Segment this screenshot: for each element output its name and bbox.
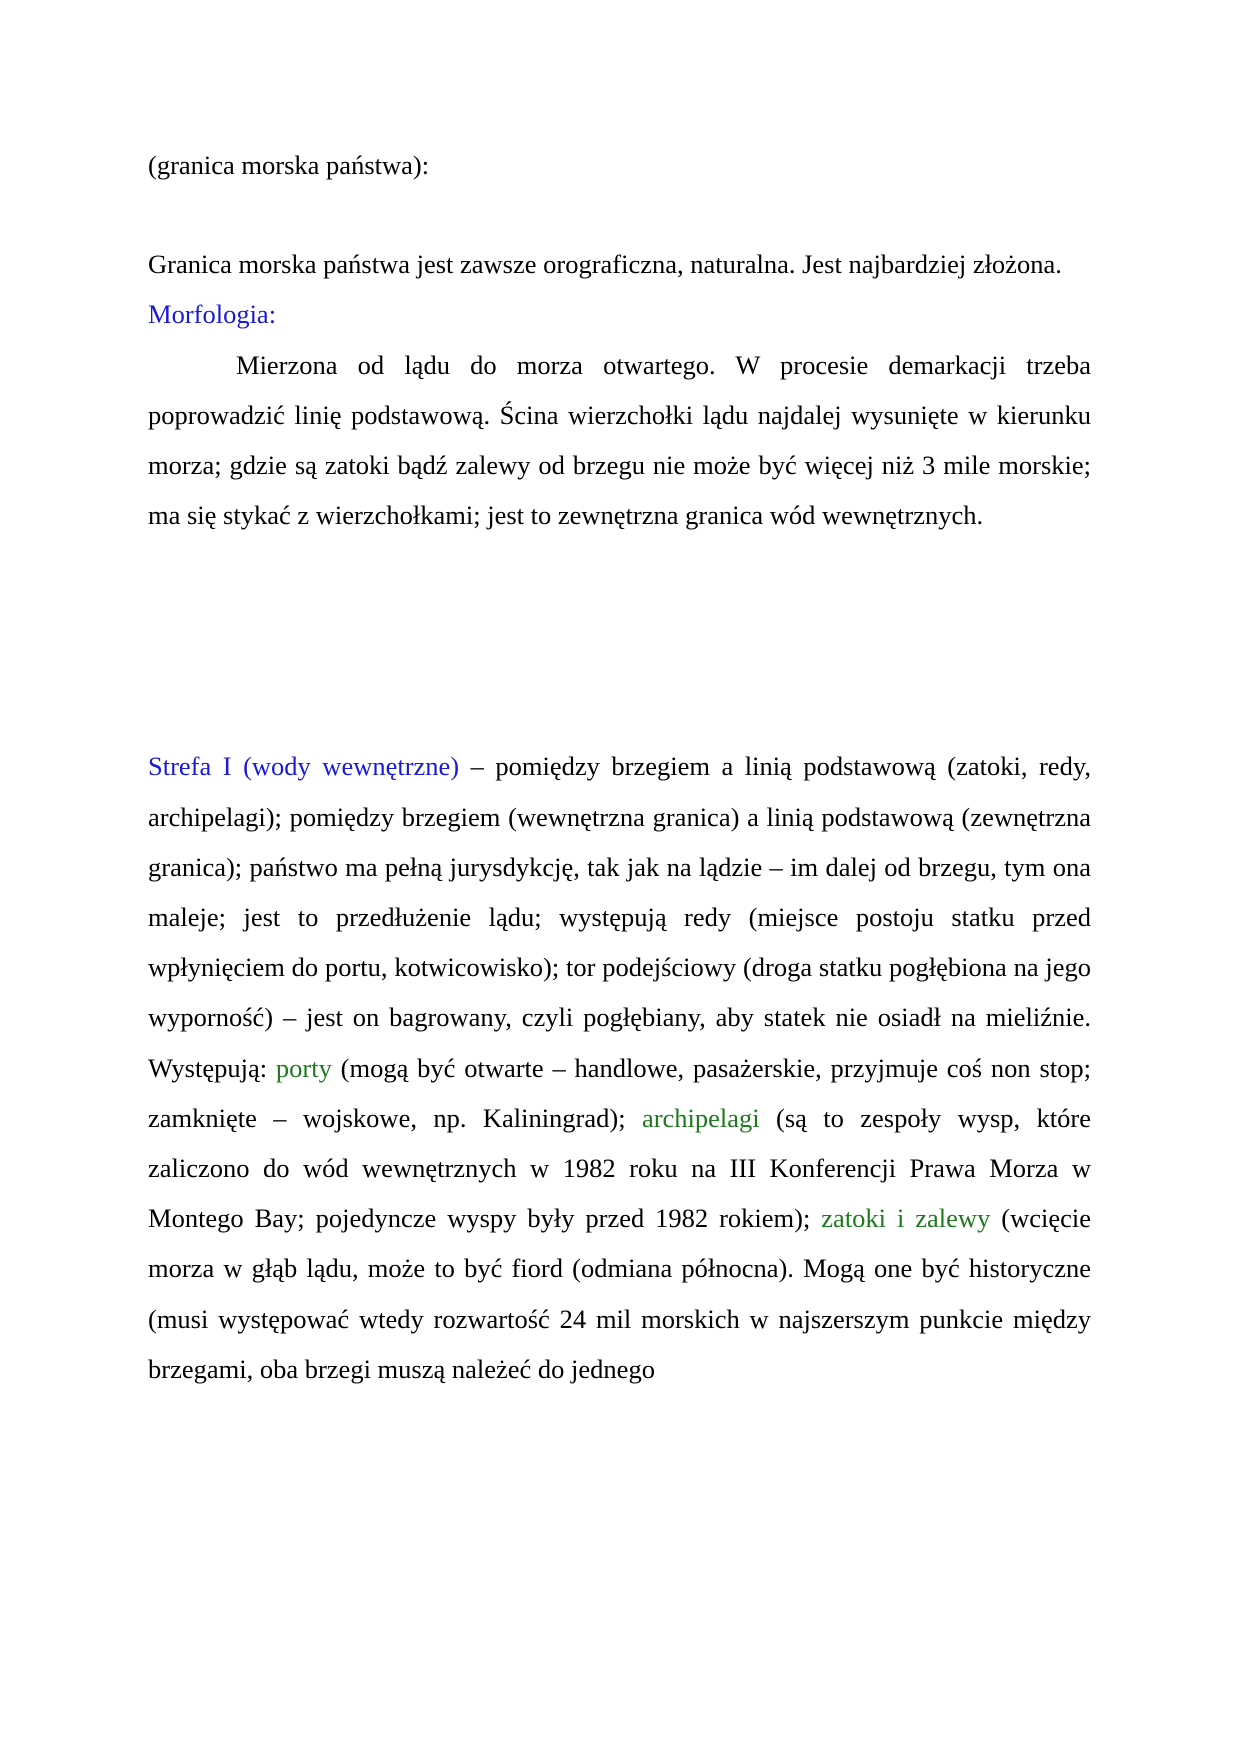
strefa-paragraph [148, 741, 1091, 1394]
term-archipelagi: archipelagi [641, 1102, 760, 1133]
morfologia-paragraph: Mierzona od lądu do morza otwartego. W procesie demarkacji trzeba poprowadzić linię podstawową. Ścina wierzchołki lądu najdalej wysunięte w kierunku morza; gdzie są zatoki bądź zalewy od brzegu nie może być więcej niż 3 mile morskie; ma się stykać z wierzchołkami; jest to zewnętrzna granica wód wewnętrznych. [148, 349, 1091, 531]
document-page [148, 140, 1091, 1394]
strefa-text-4: (wcięcie morza w głąb lądu, może to być fiord (odmiana północna). Mogą one być historyczne (musi występować wtedy rozwartość 24 mil morskich w najszerszym punkcie między brzegami, oba brzegi muszą należeć do jednego [148, 1203, 1091, 1384]
strefa-text-1: – pomiędzy brzegiem a linią podstawową (zatoki, redy, archipelagi); pomiędzy brzegiem (wewnętrzna granica) a linią podstawową (zewnętrzna granica); państwo ma pełną jurysdykcję, tak jak na lądzie – im dalej od brzegu, tym ona maleje; jest to przedłużenie lądu; występują redy (miejsce postoju statku przed wpłynięciem do portu, kotwicowisko); tor podejściowy (droga statku pogłębiona na jego wyporność) – jest on bagrowany, czyli pogłębiany, aby statek nie osiadł na mieliźnie. Występują: [148, 751, 1091, 1083]
strefa-label: Strefa I (wody wewnętrzne) [148, 751, 460, 782]
morfologia-heading: Morfologia: [148, 299, 277, 330]
strefa-text-2: (mogą być otwarte – handlowe, pasażerskie, przyjmuje coś non stop; zamknięte – wojskowe, np. Kaliningrad); [148, 1052, 1091, 1133]
term-porty: porty [275, 1052, 332, 1083]
intro-paragraph: Granica morska państwa jest zawsze orograficzna, naturalna. Jest najbardziej złożona. [148, 249, 1062, 280]
page-heading: (granica morska państwa): [148, 150, 430, 180]
term-zatoki-i-zalewy: zatoki i zalewy [821, 1203, 991, 1234]
strefa-text-3: (są to zespoły wysp, które zaliczono do wód wewnętrznych w 1982 roku na III Konferencji Prawa Morza w Montego Bay; pojedyncze wyspy były przed 1982 rokiem); [148, 1102, 1091, 1234]
